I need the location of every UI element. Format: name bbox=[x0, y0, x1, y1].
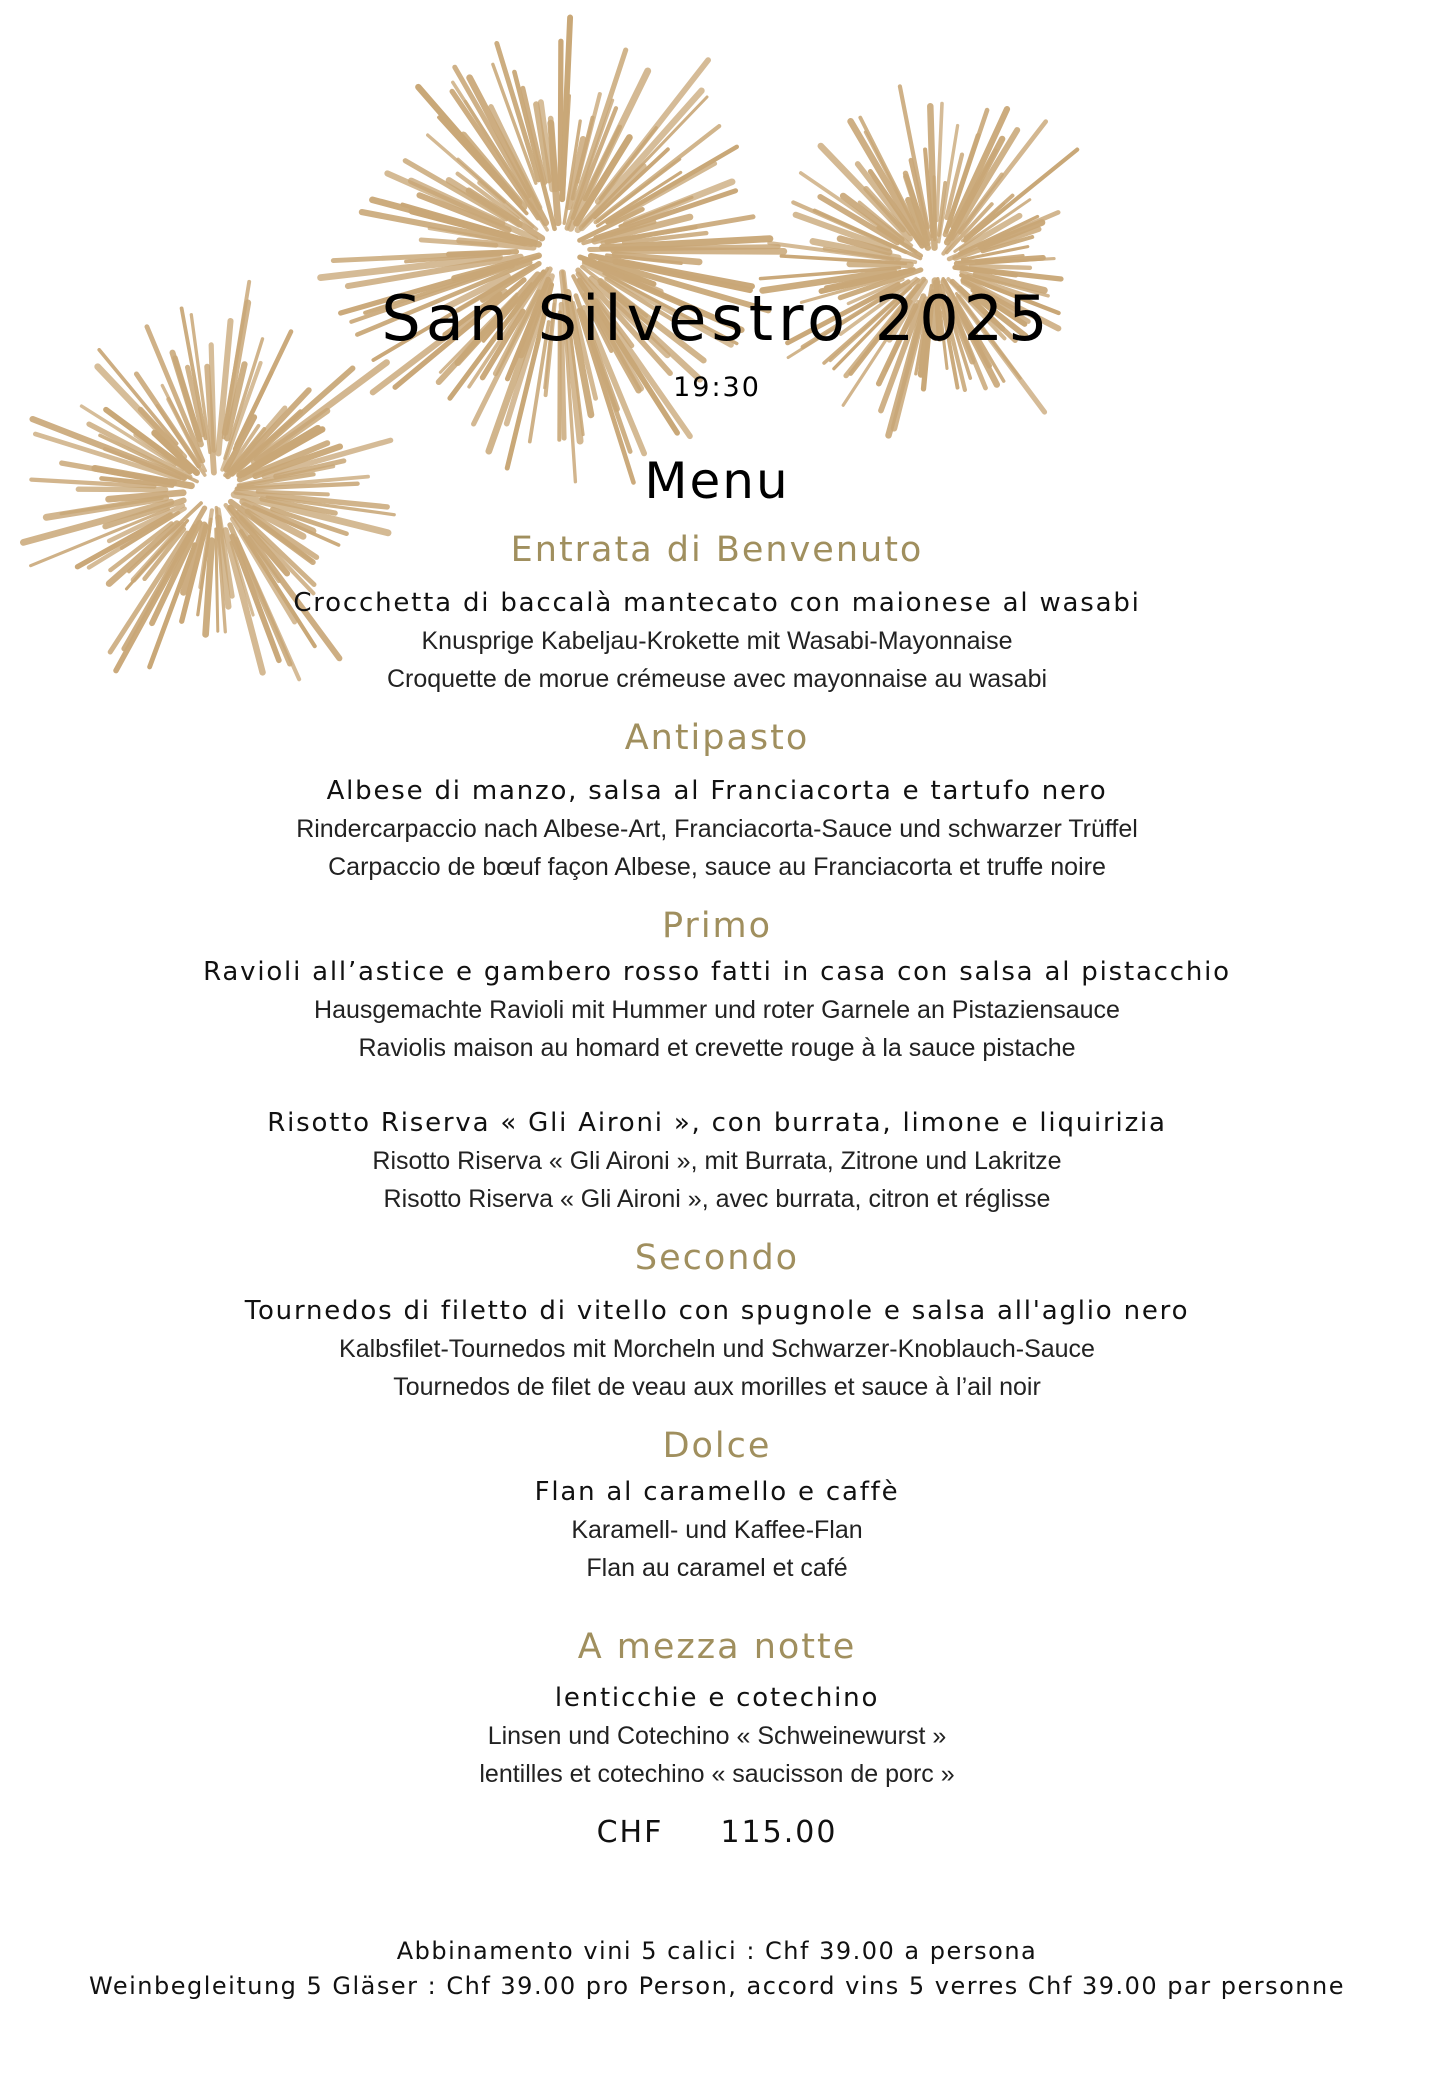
event-time: 19:30 bbox=[673, 372, 761, 403]
dish-german: Linsen und Cotechino « Schweinewurst » bbox=[487, 1722, 947, 1750]
course-heading-entrata: Entrata di Benvenuto bbox=[510, 530, 924, 570]
dish-italian: Flan al caramello e caffè bbox=[534, 1477, 900, 1507]
dish-german: Risotto Riserva « Gli Aironi », mit Burrata, Zitrone und Lakritze bbox=[372, 1147, 1062, 1175]
course-heading-secondo: Secondo bbox=[634, 1238, 800, 1278]
course-heading-primo: Primo bbox=[661, 906, 773, 946]
dish-italian: Tournedos di filetto di vitello con spugnole e salsa all'aglio nero bbox=[244, 1296, 1190, 1326]
dish-french: Risotto Riserva « Gli Aironi », avec burrata, citron et réglisse bbox=[383, 1185, 1051, 1213]
dish-italian: Albese di manzo, salsa al Franciacorta e tartufo nero bbox=[326, 776, 1108, 806]
menu-heading: Menu bbox=[644, 452, 790, 510]
dish-german: Kalbsfilet-Tournedos mit Morcheln und Schwarzer-Knoblauch-Sauce bbox=[339, 1335, 1095, 1363]
dish-french: Croquette de morue crémeuse avec mayonnaise au wasabi bbox=[386, 665, 1048, 693]
firework-ray bbox=[934, 177, 935, 240]
firework-ray bbox=[551, 123, 558, 223]
dish-french: Tournedos de filet de veau aux morilles et sauce à l’ail noir bbox=[393, 1373, 1041, 1401]
page-title: San Silvestro 2025 bbox=[381, 282, 1053, 355]
dish-italian: Crocchetta di baccalà mantecato con maionese al wasabi bbox=[293, 588, 1141, 618]
dish-french: Raviolis maison au homard et crevette rouge à la sauce pistache bbox=[358, 1034, 1076, 1062]
dish-german: Knusprige Kabeljau-Krokette mit Wasabi-Mayonnaise bbox=[421, 627, 1013, 655]
dish-german: Rindercarpaccio nach Albese-Art, Franciacorta-Sauce und schwarzer Trüffel bbox=[296, 815, 1138, 843]
firework-burst-center bbox=[321, 18, 784, 483]
dish-italian: Ravioli all’astice e gambero rosso fatti in casa con salsa al pistacchio bbox=[203, 957, 1231, 987]
wine-pairing-line-1: Abbinamento vini 5 calici : Chf 39.00 a persona bbox=[396, 1937, 1038, 1965]
dish-french: Carpaccio de bœuf façon Albese, sauce au Franciacorta et truffe noire bbox=[328, 853, 1106, 881]
menu-price bbox=[0, 1815, 1434, 1850]
dish-french: Flan au caramel et café bbox=[586, 1554, 848, 1582]
course-heading-antipasto: Antipasto bbox=[624, 718, 810, 758]
course-heading-mezza-notte: A mezza notte bbox=[577, 1627, 857, 1667]
firework-ray bbox=[590, 247, 779, 250]
price-amount: 115.00 bbox=[720, 1815, 838, 1850]
firework-ray bbox=[449, 252, 517, 255]
dish-german: Karamell- und Kaffee-Flan bbox=[571, 1516, 863, 1544]
course-heading-dolce: Dolce bbox=[662, 1426, 772, 1466]
dish-french: lentilles et cotechino « saucisson de porc » bbox=[479, 1760, 955, 1788]
dish-italian: Risotto Riserva « Gli Aironi », con burrata, limone e liquirizia bbox=[267, 1108, 1167, 1138]
dish-german: Hausgemachte Ravioli mit Hummer und roter Garnele an Pistaziensauce bbox=[314, 996, 1120, 1024]
dish-italian: lenticchie e cotechino bbox=[554, 1683, 880, 1713]
wine-pairing-line-2: Weinbegleitung 5 Gläser : Chf 39.00 pro Person, accord vins 5 verres Chf 39.00 par personne bbox=[89, 1972, 1345, 2000]
price-currency: CHF bbox=[596, 1815, 664, 1850]
